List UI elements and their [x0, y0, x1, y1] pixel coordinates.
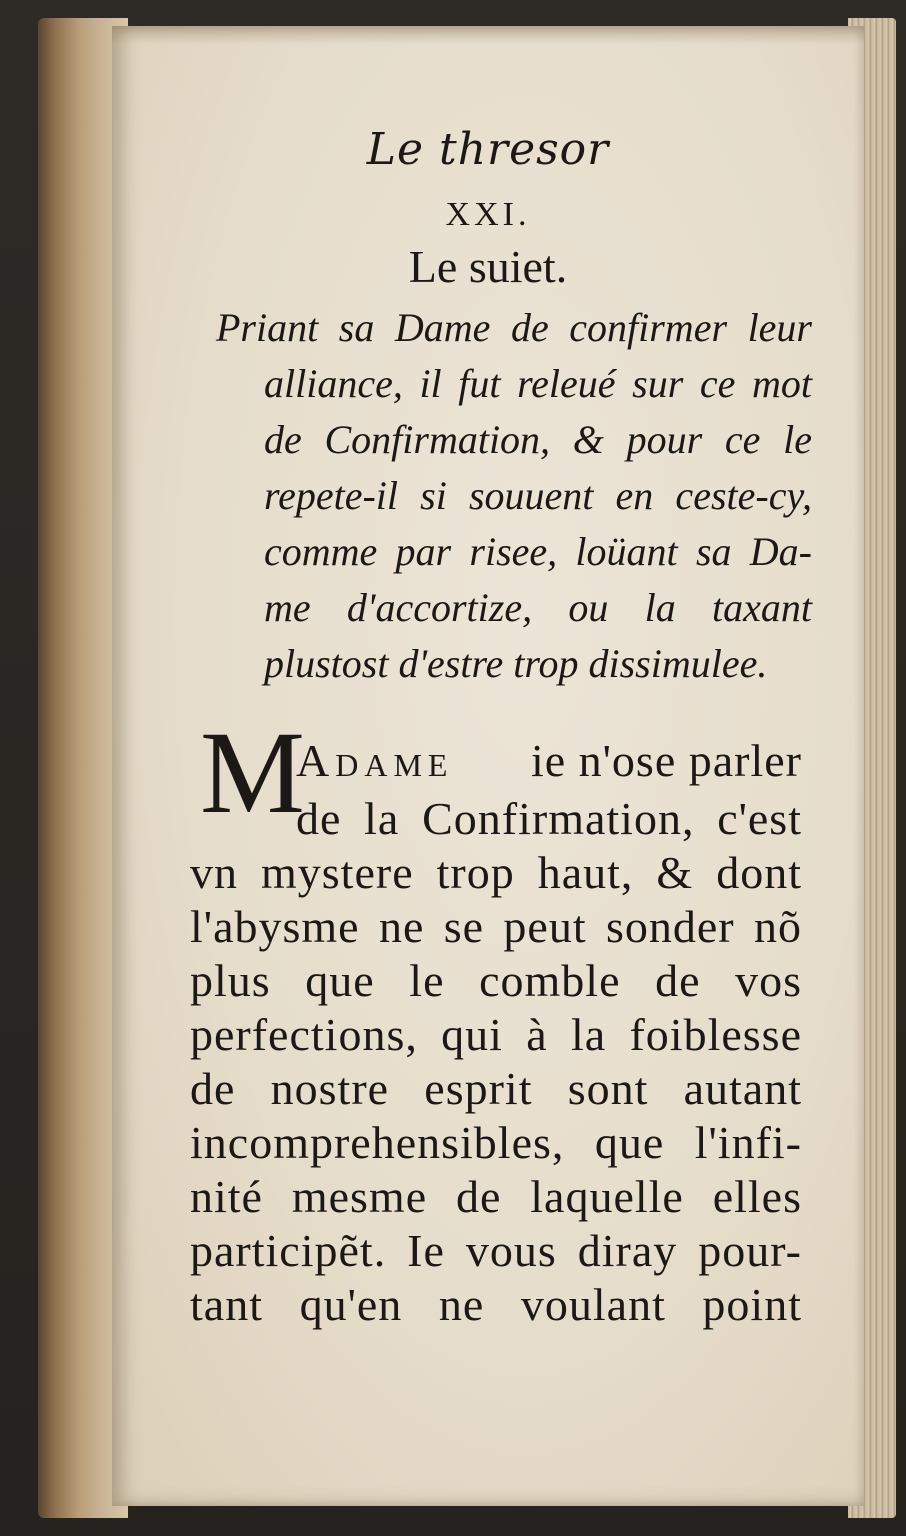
body-line: de nostre esprit sont autant — [190, 1063, 802, 1114]
argument-line: repete-il si souuent en ceste-cy, — [264, 473, 812, 518]
body-line: l'abysme ne se peut sonder nõ — [190, 901, 802, 952]
argument-line: Priant sa Dame de confirmer leur — [216, 305, 812, 350]
body-line: plus que le comble de vos — [190, 955, 802, 1006]
running-head: Le thresor — [366, 124, 610, 175]
subject-heading: Le suiet. — [408, 241, 568, 292]
argument-line: me d'accortize, ou la taxant — [264, 585, 812, 630]
drop-cap: M — [200, 707, 305, 838]
argument-line: comme par risee, loüant sa Da- — [264, 529, 812, 574]
first-word: Adame — [296, 735, 454, 786]
chapter-numeral: XXI. — [445, 196, 531, 233]
body-line: perfections, qui à la foiblesse — [190, 1009, 802, 1060]
body-line: vn mystere trop haut, & dont — [190, 847, 802, 898]
body-line: incomprehensibles, que l'infi- — [190, 1117, 802, 1168]
body-first-line — [296, 732, 802, 790]
body-line: de la Confirmation, c'est — [296, 793, 802, 844]
body-line: nité mesme de laquelle elles — [190, 1171, 802, 1222]
book-page — [112, 26, 864, 1506]
body-line: tant qu'en ne voulant point — [190, 1279, 802, 1330]
argument-line: de Confirmation, & pour ce le — [264, 417, 812, 462]
argument-line: plustost d'estre trop dissimulee. — [264, 641, 768, 686]
argument-line: alliance, il fut releué sur ce mot — [264, 361, 812, 406]
body-line: participẽt. Ie vous diray pour- — [190, 1225, 802, 1276]
first-line-rest: ie n'ose parler — [530, 735, 802, 786]
